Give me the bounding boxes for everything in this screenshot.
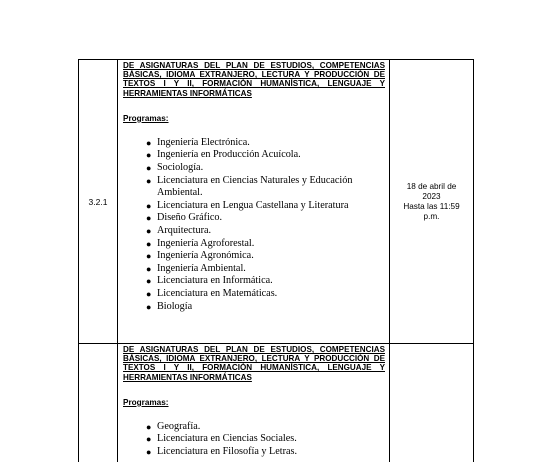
program-item [147, 263, 385, 276]
convocatoria-table [78, 59, 474, 462]
program-name: Ingeniería Ambiental. [157, 262, 246, 274]
program-item [147, 200, 385, 213]
bullet-icon: ● [146, 421, 152, 432]
program-name: Biología [157, 300, 193, 312]
bullet-icon: ● [146, 238, 152, 249]
bullet-icon: ● [146, 200, 152, 211]
bullet-icon: ● [146, 288, 152, 299]
program-name: Ingeniería Electrónica. [157, 136, 250, 148]
deadline-date: 18 de abril de [406, 181, 457, 191]
program-item [147, 238, 385, 251]
program-name: Arquitectura. [157, 224, 212, 236]
bullet-icon: ● [146, 213, 152, 224]
bullet-icon: ● [146, 225, 152, 236]
program-name: Sociología. [157, 162, 204, 173]
bullet-icon: ● [146, 251, 152, 262]
item-number: 3.2.1 [79, 60, 118, 344]
section-heading: DE ASIGNATURAS DEL PLAN DE ESTUDIOS, COMPETENCIAS BÁSICAS, IDIOMA EXTRANJERO, LECTURA Y PRODUCCIÓN DE TEXTOS I Y II, FORMACIÓN HUMANÍSTICA, LENGUAJE Y HERRAMIENTAS INFORMÁTICAS [123, 345, 385, 382]
program-name: Ingeniería Agronómica. [157, 250, 254, 262]
program-name: Geografía. [157, 420, 201, 432]
program-item [147, 433, 385, 446]
program-name: Licenciatura en Matemáticas. [157, 287, 278, 299]
program-item [147, 301, 385, 314]
bullet-icon: ● [146, 276, 152, 287]
bullet-icon: ● [146, 301, 152, 312]
programs-label: Programas: [123, 397, 169, 407]
program-item [147, 212, 385, 225]
program-name: Licenciatura en Informática. [157, 275, 273, 287]
program-name: Licenciatura en Ciencias Sociales. [157, 433, 297, 445]
bullet-icon: ● [146, 434, 152, 445]
program-item [147, 421, 385, 434]
program-item [147, 149, 385, 162]
program-item [147, 275, 385, 288]
program-name: Licenciatura en Lengua Castellana y Literatura [157, 199, 349, 211]
item-description [118, 344, 390, 462]
programs-label: Programas: [123, 113, 169, 123]
section-heading: DE ASIGNATURAS DEL PLAN DE ESTUDIOS, COMPETENCIAS BÁSICAS, IDIOMA EXTRANJERO, LECTURA Y PRODUCCIÓN DE TEXTOS I Y II, FORMACIÓN HUMANÍSTICA, LENGUAJE Y HERRAMIENTAS INFORMÁTICAS [123, 61, 385, 98]
program-name: Diseño Gráfico. [157, 212, 223, 224]
item-number [79, 344, 118, 462]
program-item [147, 175, 385, 200]
program-name: Licenciatura en Filosofía y Letras. [157, 446, 298, 457]
table-row [79, 60, 474, 344]
deadline-meridiem: p.m. [423, 211, 440, 221]
bullet-icon: ● [146, 163, 152, 173]
deadline-cell [390, 344, 474, 462]
program-item [147, 162, 385, 175]
program-item [147, 137, 385, 150]
program-item [147, 225, 385, 238]
deadline-year: 2023 [422, 191, 441, 201]
bullet-icon: ● [146, 263, 152, 274]
program-item [147, 446, 385, 459]
program-item [147, 250, 385, 263]
bullet-icon: ● [146, 137, 152, 148]
program-item [147, 288, 385, 301]
program-name: Ingeniería en Producción Acuícola. [157, 149, 301, 161]
program-name: Licenciatura en Ciencias Naturales y Educación Ambiental. [157, 174, 353, 199]
bullet-icon: ● [146, 150, 152, 161]
item-description [118, 60, 390, 344]
table-row [79, 344, 474, 462]
program-name: Ingeniería Agroforestal. [157, 237, 255, 249]
deadline-cell [390, 60, 474, 344]
programs-list [123, 421, 385, 459]
deadline-time: Hasta las 11:59 [403, 201, 460, 211]
programs-list [123, 137, 385, 313]
bullet-icon: ● [146, 447, 152, 457]
bullet-icon: ● [146, 175, 152, 186]
